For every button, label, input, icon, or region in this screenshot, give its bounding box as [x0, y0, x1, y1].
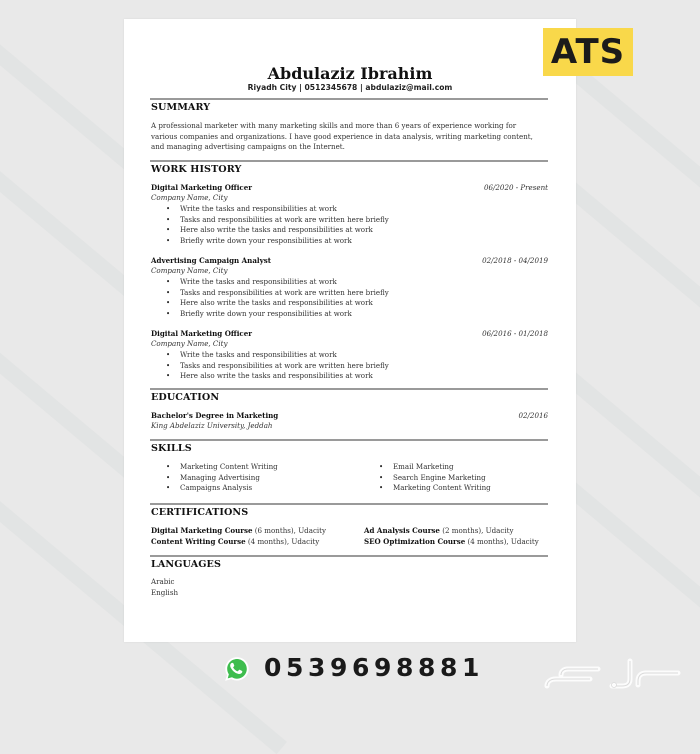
resume-contact: Riyadh City | 0512345678 | abdulaziz@mail.com	[247, 83, 453, 92]
list-item: • Briefly write down your responsibilities at work	[166, 309, 389, 320]
haraj-watermark-icon	[528, 655, 688, 691]
summary-heading: SUMMARY	[151, 102, 211, 113]
phone-number: 0539698881	[264, 653, 484, 682]
job-title: Digital Marketing Officer	[151, 183, 252, 192]
ats-badge: ATS	[543, 28, 633, 76]
list-item: • Marketing Content Writing	[379, 483, 491, 494]
certification-item	[151, 537, 319, 548]
skills-heading: SKILLS	[151, 443, 192, 454]
summary-text	[151, 121, 533, 153]
certification-detail: (4 months), Udacity	[465, 537, 539, 546]
language-item: English	[151, 588, 179, 597]
summary-line: A professional marketer with many marketing skills and more than 6 years of experience working for	[151, 121, 517, 130]
languages-heading: LANGUAGES	[151, 559, 222, 570]
job-dates: 06/2016 - 01/2018	[482, 329, 548, 338]
job-company: Company Name, City	[151, 339, 228, 348]
list-item: • Search Engine Marketing	[379, 473, 491, 484]
certification-detail: (6 months), Udacity	[252, 526, 327, 535]
job-title: Advertising Campaign Analyst	[151, 256, 272, 265]
section-divider	[150, 503, 548, 505]
list-item: • Briefly write down your responsibilities at work	[166, 236, 389, 247]
job-dates: 06/2020 - Present	[484, 183, 548, 192]
summary-line: and managing advertising campaigns on the Internet.	[151, 142, 345, 151]
list-item: • Here also write the tasks and responsibilities at work	[166, 225, 389, 236]
job-company: Company Name, City	[151, 266, 228, 275]
skills-left	[166, 462, 278, 494]
job-dates: 02/2018 - 04/2019	[482, 256, 548, 265]
certifications-heading: CERTIFICATIONS	[151, 507, 249, 518]
list-item: • Email Marketing	[379, 462, 491, 473]
education-heading: EDUCATION	[151, 392, 220, 403]
section-divider	[150, 439, 548, 441]
summary-line: various companies and organizations. I have good experience in data analysis, writing marketing content,	[151, 131, 533, 141]
certification-name: Ad Analysis Course	[364, 526, 440, 535]
list-item: • Write the tasks and responsibilities at work	[166, 204, 389, 215]
whatsapp-icon	[223, 655, 251, 683]
certification-name: Content Writing Course	[151, 537, 246, 546]
resume-page	[124, 19, 576, 642]
list-item: • Here also write the tasks and responsibilities at work	[166, 371, 389, 382]
certification-detail: (2 months), Udacity	[439, 526, 514, 535]
background-stripe	[565, 482, 700, 623]
job-title: Digital Marketing Officer	[151, 329, 252, 338]
list-item: • Marketing Content Writing	[166, 462, 278, 473]
background-stripe	[565, 62, 700, 203]
work-history-heading: WORK HISTORY	[151, 164, 242, 175]
education-date: 02/2016	[518, 411, 548, 420]
list-item: • Write the tasks and responsibilities at work	[166, 277, 389, 288]
certification-item	[151, 526, 326, 537]
job-bullets	[166, 277, 389, 319]
list-item: • Tasks and responsibilities at work are written here briefly	[166, 215, 389, 226]
list-item: • Campaigns Analysis	[166, 483, 278, 494]
job-bullets	[166, 350, 389, 382]
job-bullets	[166, 204, 389, 246]
school: King Abdelaziz University, Jeddah	[151, 421, 273, 430]
section-divider	[150, 98, 548, 100]
certification-item	[364, 537, 539, 548]
list-item: • Here also write the tasks and responsibilities at work	[166, 298, 389, 309]
job-company: Company Name, City	[151, 193, 228, 202]
list-item: • Tasks and responsibilities at work are written here briefly	[166, 361, 389, 372]
certification-item	[364, 526, 514, 537]
degree: Bachelor's Degree in Marketing	[151, 411, 279, 420]
certification-detail: (4 months), Udacity	[245, 537, 320, 546]
background-stripe	[565, 182, 700, 323]
certification-name: Digital Marketing Course	[151, 526, 253, 535]
skills-right	[379, 462, 491, 494]
list-item: • Write the tasks and responsibilities at work	[166, 350, 389, 361]
section-divider	[150, 160, 548, 162]
section-divider	[150, 555, 548, 557]
section-divider	[150, 388, 548, 390]
certification-name: SEO Optimization Course	[364, 537, 466, 546]
resume-name: Abdulaziz Ibrahim	[267, 64, 433, 83]
list-item: • Tasks and responsibilities at work are written here briefly	[166, 288, 389, 299]
language-item: Arabic	[151, 577, 175, 586]
list-item: • Managing Advertising	[166, 473, 278, 484]
